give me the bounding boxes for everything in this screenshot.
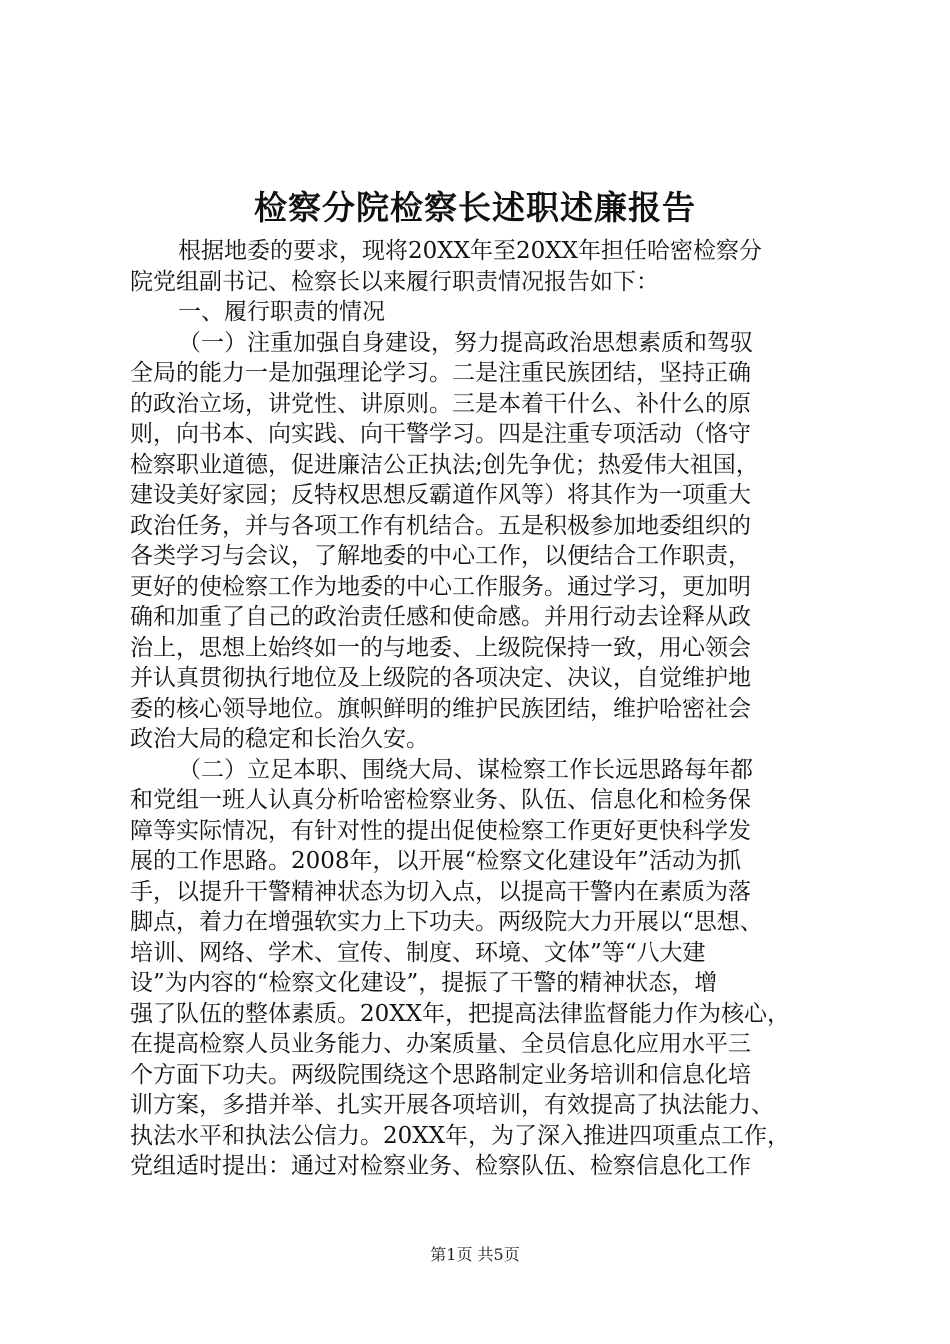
text-line: 检察职业道德，促进廉洁公正执法;创先争优；热爱伟大祖国，: [130, 451, 759, 478]
text-line: 训方案，多措并举、扎实开展各项培训，有效提高了执法能力、: [130, 1092, 774, 1118]
text-line: 和党组一班人认真分析哈密检察业务、队伍、信息化和检务保: [130, 787, 751, 813]
text-line: 建设美好家园；反特权思想反霸道作风等）将其作为一项重大: [130, 482, 751, 508]
text-line: 委的核心领导地位。旗帜鲜明的维护民族团结，维护哈密社会: [130, 695, 751, 722]
text-line: 执法水平和执法公信力。20XX年，为了深入推进四项重点工作，: [130, 1122, 791, 1149]
text-line: 更好的使检察工作为地委的中心工作服务。通过学习，更加明: [130, 573, 751, 600]
text-line: （一）注重加强自身建设，努力提高政治思想素质和驾驭: [178, 329, 753, 356]
text-line: 则，向书本、向实践、向干警学习。四是注重专项活动（恪守: [130, 421, 751, 447]
document-body: [130, 236, 835, 1182]
text-line: 治上，思想上始终如一的与地委、上级院保持一致，用心领会: [130, 634, 751, 661]
text-line: 强了队伍的整体素质。20XX年，把提高法律监督能力作为核心，: [130, 1000, 791, 1027]
text-line: 设”为内容的“检察文化建设”，提振了干警的精神状态，增: [130, 970, 718, 996]
text-line: 全局的能力一是加强理论学习。二是注重民族团结，坚持正确: [130, 360, 751, 386]
text-line: 的政治立场，讲党性、讲原则。三是本着干什么、补什么的原: [130, 390, 751, 417]
text-line: 培训、网络、学术、宣传、制度、环境、文体”等“八大建: [130, 939, 706, 966]
text-line: （二）立足本职、围绕大局、谋检察工作长远思路每年都: [178, 756, 753, 783]
text-line: 确和加重了自己的政治责任感和使命感。并用行动去诠释从政: [130, 604, 751, 630]
text-line: 个方面下功夫。两级院围绕这个思路制定业务培训和信息化培: [130, 1061, 751, 1088]
document-title: 检察分院检察长述职述廉报告: [254, 188, 696, 227]
text-line: 政治大局的稳定和长治久安。: [130, 726, 429, 752]
text-line: 党组适时提出：通过对检察业务、检察队伍、检察信息化工作: [130, 1153, 751, 1179]
text-line: 政治任务，并与各项工作有机结合。五是积极参加地委组织的: [130, 512, 751, 539]
text-line: 展的工作思路。2008年，以开展“检察文化建设年”活动为抓: [130, 848, 742, 874]
text-line: 院党组副书记、检察长以来履行职责情况报告如下：: [130, 268, 659, 295]
text-line: 在提高检察人员业务能力、办案质量、全员信息化应用水平三: [130, 1031, 751, 1057]
text-line: 并认真贯彻执行地位及上级院的各项决定、决议，自觉维护地: [130, 665, 751, 691]
text-line: 脚点，着力在增强软实力上下功夫。两级院大力开展以“思想、: [130, 909, 763, 935]
text-line: 各类学习与会议，了解地委的中心工作，以便结合工作职责，: [130, 543, 751, 569]
text-line: 手，以提升干警精神状态为切入点，以提高干警内在素质为落: [130, 878, 751, 905]
text-line: 障等实际情况，有针对性的提出促使检察工作更好更快科学发: [130, 817, 751, 844]
page-footer: 第1页 共5页: [430, 1245, 520, 1264]
text-line: 根据地委的要求，现将20XX年至20XX年担任哈密检察分: [178, 238, 763, 264]
text-line: 一、履行职责的情况: [178, 299, 385, 325]
